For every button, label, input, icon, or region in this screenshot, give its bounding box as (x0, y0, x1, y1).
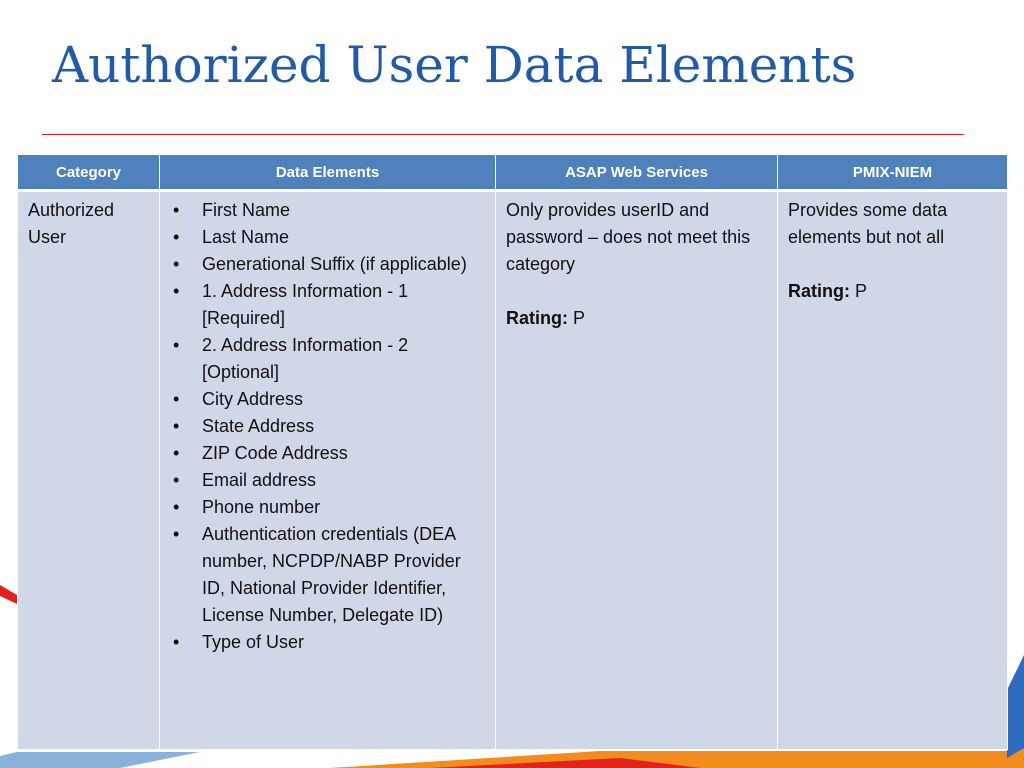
pmix-cell (778, 191, 1008, 750)
pmix-rating-label: Rating: (788, 281, 850, 301)
list-item: • Type of User (170, 629, 485, 656)
data-elements-cell (160, 191, 496, 750)
table-header-row (18, 155, 1008, 191)
comparison-table-container (17, 154, 1007, 750)
asap-cell (496, 191, 778, 750)
list-item: • Generational Suffix (if applicable) (170, 251, 485, 278)
list-item: • City Address (170, 386, 485, 413)
list-item: • State Address (170, 413, 485, 440)
list-item: • 2. Address Information - 2 [Optional] (170, 332, 485, 386)
list-item: • Last Name (170, 224, 485, 251)
list-item: • First Name (170, 197, 485, 224)
asap-rating-value: P (573, 308, 586, 328)
data-elements-list (170, 197, 485, 656)
header-category: Category (18, 155, 160, 191)
comparison-table (17, 154, 1008, 750)
pmix-rating-value: P (855, 281, 868, 301)
asap-rating (506, 305, 767, 332)
header-asap-web-services: ASAP Web Services (496, 155, 778, 191)
list-item: • ZIP Code Address (170, 440, 485, 467)
list-item: • Email address (170, 467, 485, 494)
pmix-rating (788, 278, 997, 305)
title-underline (42, 134, 964, 135)
pmix-description: Provides some data elements but not all (788, 200, 948, 247)
header-data-elements: Data Elements (160, 155, 496, 191)
list-item: • Phone number (170, 494, 485, 521)
bottom-blue-swoosh (0, 752, 200, 768)
category-cell: Authorized User (18, 191, 160, 750)
asap-rating-label: Rating: (506, 308, 568, 328)
table-row (18, 191, 1008, 750)
header-pmix-niem: PMIX-NIEM (778, 155, 1008, 191)
left-red-swoosh (0, 585, 17, 604)
list-item: • Authentication credentials (DEA number, NCPDP/NABP Provider ID, National Provider Identifier, License Number, Delegate ID) (170, 521, 485, 629)
list-item: • 1. Address Information - 1 [Required] (170, 278, 485, 332)
asap-description: Only provides userID and password – does not meet this category (506, 200, 751, 274)
slide-title: Authorized User Data Elements (52, 36, 857, 94)
bottom-orange-swoosh (330, 748, 1024, 768)
